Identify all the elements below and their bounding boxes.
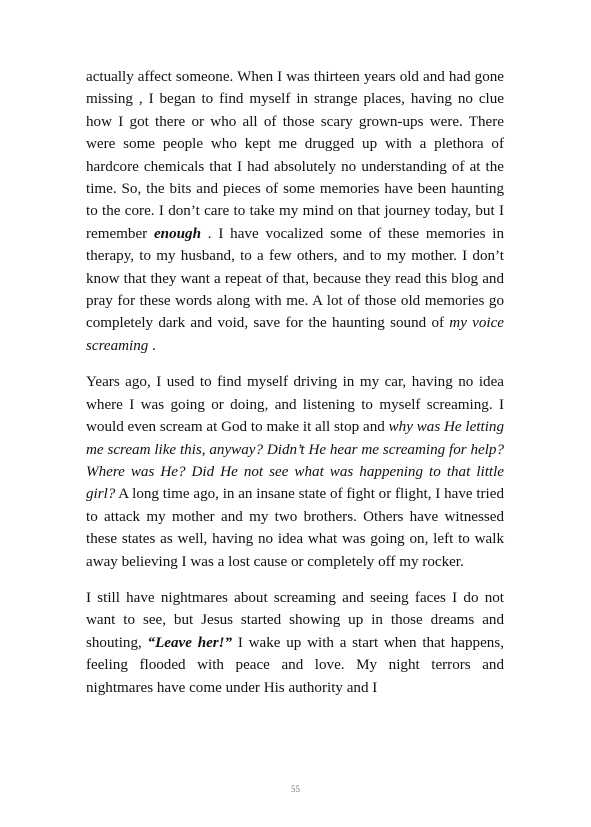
paragraph-3-text-b: I wake up with a start when that happens, feeling flooded with peace and love. My night terrors and nightmares have come under His authority and I bbox=[86, 634, 504, 696]
paragraph-3-text-a: I still have nightmares about screaming and seeing faces I do not want to see, but Jesus started showing up in those dreams and shouting, bbox=[86, 589, 504, 651]
emphasis-questions-to-god: why was He letting me scream like this, anyway? Didn’t He hear me screaming for help? Where was He? Did He not see what was happening to that little girl? bbox=[86, 419, 505, 503]
emphasis-enough: enough bbox=[153, 225, 201, 242]
paragraph-3 bbox=[86, 587, 504, 699]
page-body bbox=[86, 66, 504, 713]
paragraph-1 bbox=[86, 66, 504, 357]
emphasis-leave-her: “Leave her!” bbox=[147, 634, 233, 651]
paragraph-2-text-b: A long time ago, in an insane state of fight or flight, I have tried to attack my mother and my two brothers. Others have witnessed these states as well, having no idea what was going on, left to walk away believing I was a lost cause or completely off my rocker. bbox=[86, 486, 504, 570]
paragraph-1-text-c: . bbox=[148, 337, 156, 354]
emphasis-my-voice-screaming: my voice screaming bbox=[86, 315, 505, 354]
paragraph-1-text-b: . I have vocalized some of these memories in therapy, to my husband, to a few others, and to my mother. I don’t know that they want a repeat of that, because they read this blog and pray for these words along with me. A lot of those old memories go completely dark and void, save for the haunting sound of bbox=[86, 225, 504, 332]
paragraph-2-text-a: Years ago, I used to find myself driving in my car, having no idea where I was going or doing, and listening to myself screaming. I would even scream at God to make it all stop and bbox=[86, 374, 504, 436]
paragraph-2 bbox=[86, 371, 504, 573]
paragraph-1-text-a: actually affect someone. When I was thirteen years old and had gone missing , I began to find myself in strange places, having no clue how I got there or who all of those scary grown-ups were. There were some people who kept me drugged up with a plethora of hardcore chemicals that I had absolutely no understanding of at the time. So, the bits and pieces of some memories have been haunting to the core. I don’t care to take my mind on that journey today, but I remember bbox=[86, 69, 504, 242]
page-number: 55 bbox=[291, 784, 300, 794]
